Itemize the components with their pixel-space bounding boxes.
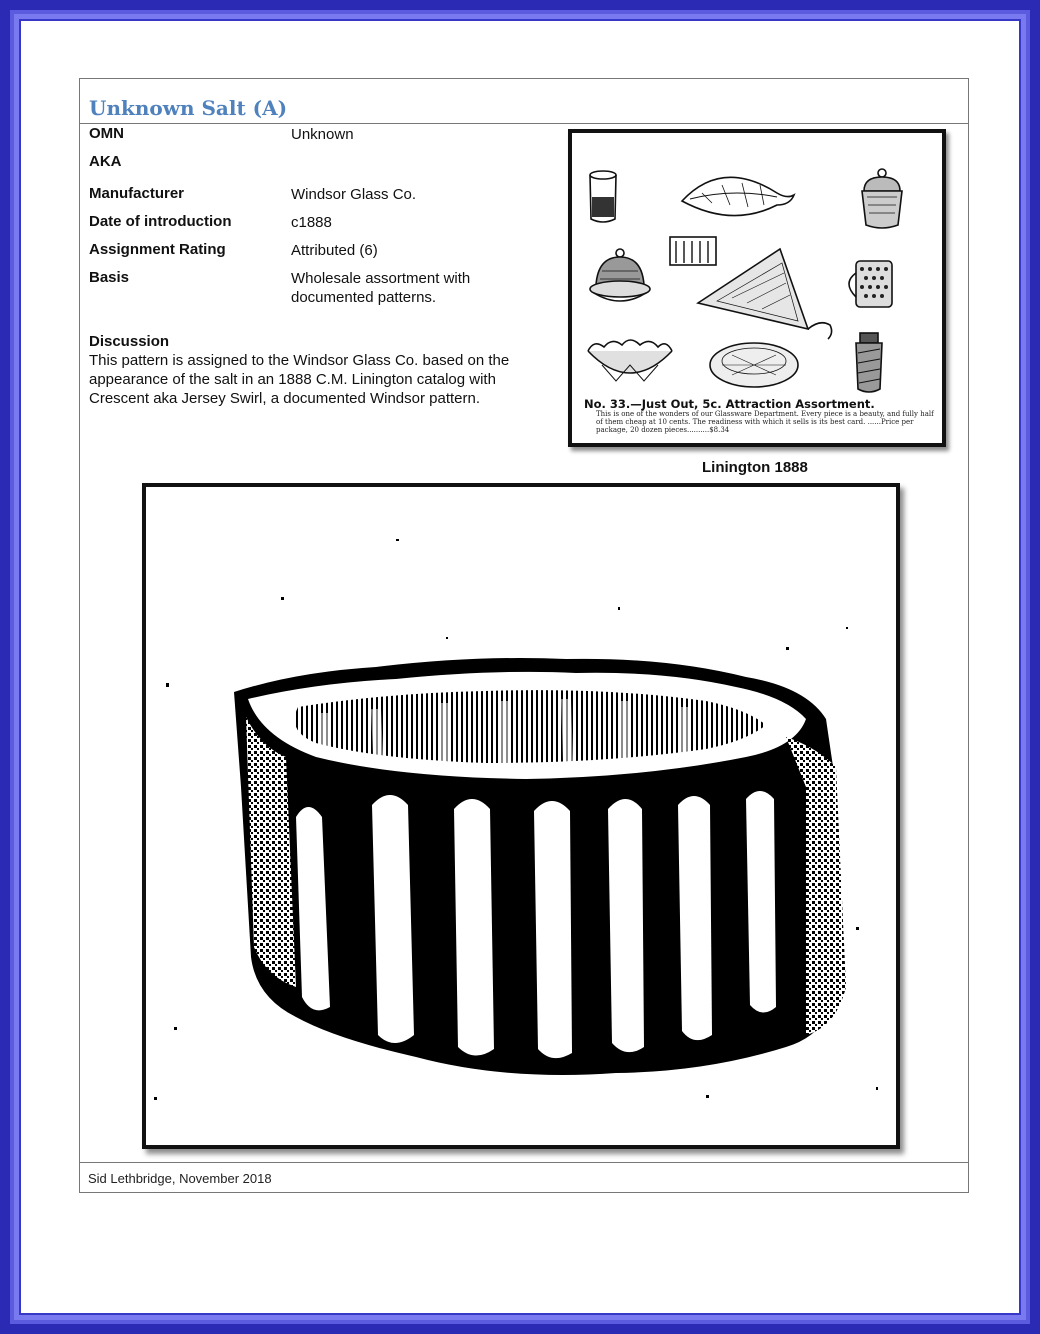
rating-value: Attributed (6): [291, 242, 378, 259]
document-sheet: [79, 78, 969, 1193]
title-row: [80, 79, 968, 124]
basis-label: Basis: [89, 269, 130, 286]
salt-drawing: [146, 487, 896, 1145]
triangle-tray-drawing: [698, 249, 832, 339]
discussion-text: This pattern is assigned to the Windsor Glass Co. based on the appearance of the salt in an 1888 C.M. Linington catalog with Crescent aka Jersey Swirl, a documented Windsor pattern.: [89, 352, 510, 407]
bowl-left-drawing: [588, 340, 672, 381]
tumbler-drawing: [590, 171, 616, 222]
page-title: Unknown Salt (A): [89, 96, 288, 120]
bowl-center-drawing: [710, 343, 798, 387]
catalog-headline: No. 33.—Just Out, 5c. Attraction Assortment.: [584, 397, 875, 411]
footer-divider: [80, 1162, 968, 1163]
hobnail-mug-drawing: [849, 261, 892, 307]
date-label: Date of introduction: [89, 213, 232, 230]
discussion-heading: Discussion: [89, 333, 170, 350]
salt-illustration: [142, 483, 900, 1149]
small-salt-drawing: [670, 237, 716, 265]
basis-value: Wholesale assortment with documented patterns.: [291, 270, 471, 306]
covered-sugar-drawing: [862, 169, 902, 228]
aka-label: AKA: [89, 153, 122, 170]
leaf-dish-drawing: [682, 177, 794, 215]
catalog-image: [568, 129, 946, 447]
salt-body: [234, 658, 846, 1075]
omn-label: OMN: [89, 125, 124, 142]
manufacturer-label: Manufacturer: [89, 185, 185, 202]
shaker-drawing: [856, 333, 882, 392]
omn-value: Unknown: [291, 126, 354, 143]
covered-butter-drawing: [590, 249, 650, 301]
footer-credit: Sid Lethbridge, November 2018: [88, 1171, 272, 1186]
rating-label: Assignment Rating: [89, 241, 226, 258]
catalog-caption: Linington 1888: [702, 459, 808, 476]
catalog-description: This is one of the wonders of our Glassware Department. Every piece is a beauty, and fully half of them cheap at 10 cents. The readiness with which it sells is its best card. ......Price per package, 20 dozen pieces..........$8.34: [596, 410, 934, 434]
manufacturer-value: Windsor Glass Co.: [291, 186, 417, 203]
date-value: c1888: [291, 214, 332, 231]
